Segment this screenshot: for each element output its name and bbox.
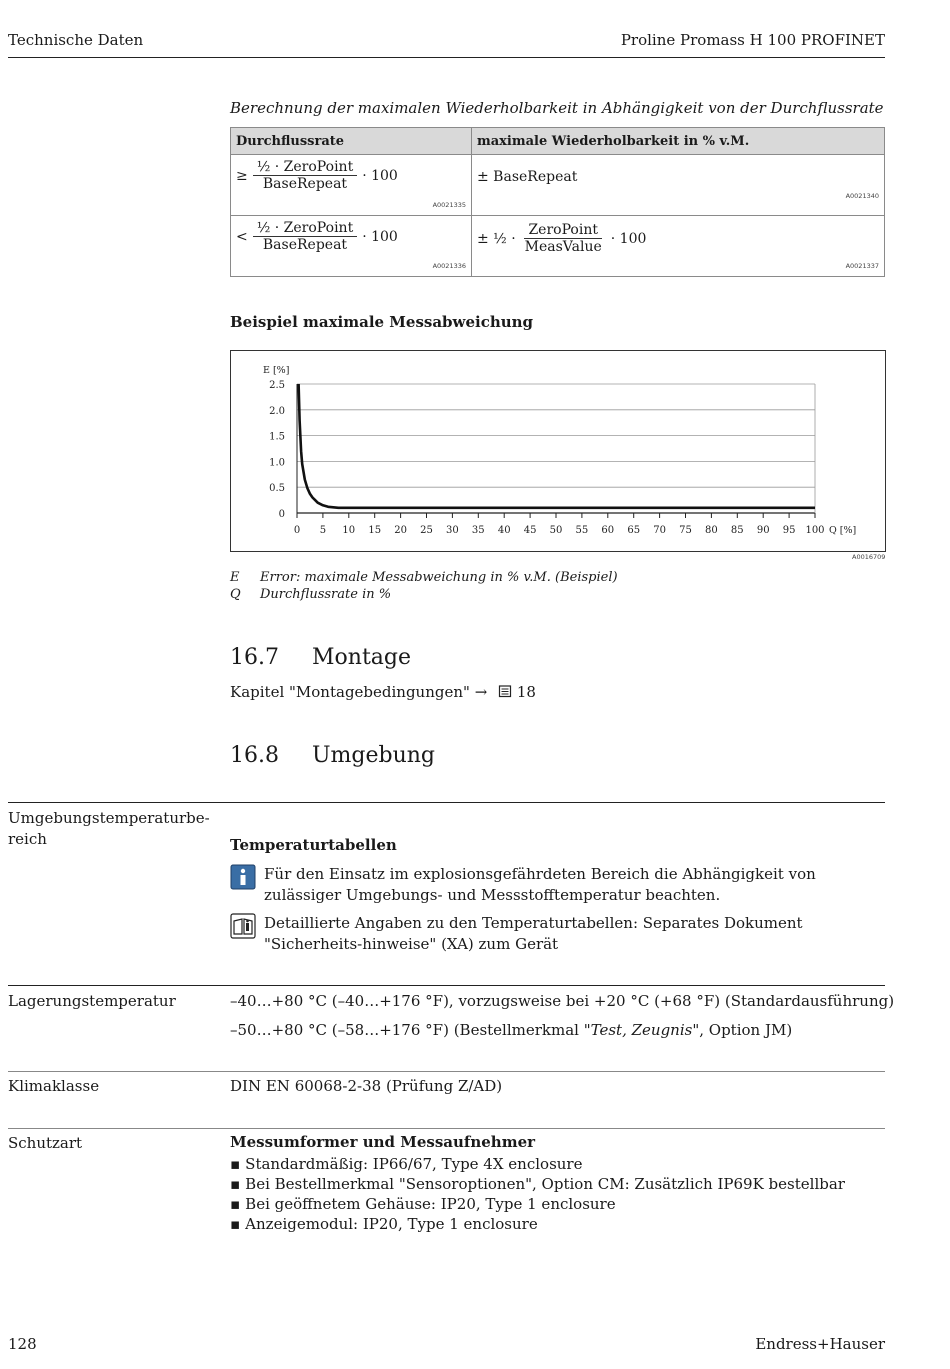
x-tick-label: 100 bbox=[805, 525, 825, 536]
repeatability-table bbox=[230, 127, 885, 277]
error-curve bbox=[299, 384, 815, 508]
formula-text: ± BaseRepeat bbox=[477, 169, 578, 185]
operator: ≥ bbox=[236, 168, 248, 184]
montage-reference bbox=[230, 682, 536, 703]
example-heading: Beispiel maximale Messabweichung bbox=[230, 313, 534, 331]
storage-text: ", Option JM) bbox=[692, 1021, 793, 1039]
fraction bbox=[521, 222, 606, 256]
graphic-ref: A0021337 bbox=[845, 262, 879, 270]
flow-cell bbox=[231, 216, 472, 277]
column-header-flow: Durchflussrate bbox=[231, 128, 472, 155]
x-tick-label: 65 bbox=[627, 525, 641, 536]
column-header-repeatability: maximale Wiederholbarkeit in % v.M. bbox=[472, 128, 885, 155]
storage-line-2 bbox=[230, 1020, 792, 1041]
info-note bbox=[230, 864, 885, 906]
repeatability-cell bbox=[472, 155, 885, 216]
legend-item bbox=[230, 570, 618, 585]
running-header-left: Technische Daten bbox=[8, 31, 144, 49]
x-tick-label: 80 bbox=[705, 525, 718, 536]
y-axis-label: E [%] bbox=[263, 365, 290, 376]
graphic-ref: A0021335 bbox=[432, 201, 466, 209]
y-tick-label: 1.5 bbox=[269, 431, 285, 443]
y-tick-label: 2.5 bbox=[269, 380, 285, 391]
formula bbox=[477, 169, 577, 185]
page-ref-link[interactable] bbox=[498, 683, 536, 701]
storage-text: –50…+80 °C (–58…+176 °F) (Bestellmerkmal " bbox=[230, 1021, 591, 1039]
x-tick-label: 50 bbox=[549, 525, 563, 536]
y-tick-label: 1.0 bbox=[269, 457, 285, 469]
section-title: Montage bbox=[312, 645, 411, 670]
document-note bbox=[230, 913, 885, 955]
page-number-ref: 18 bbox=[516, 683, 536, 701]
x-tick-label: 95 bbox=[782, 525, 796, 536]
multiplier: · 100 bbox=[362, 168, 398, 184]
fraction bbox=[253, 159, 357, 193]
protection-heading: Messumformer und Messaufnehmer bbox=[230, 1133, 536, 1151]
legend-symbol: E bbox=[230, 570, 240, 585]
x-tick-label: 60 bbox=[601, 525, 615, 536]
list-item: ▪ Standardmäßig: IP66/67, Type 4X enclosure bbox=[230, 1154, 845, 1174]
x-tick-label: 0 bbox=[293, 525, 301, 536]
x-tick-label: 5 bbox=[319, 525, 327, 536]
multiplier: · 100 bbox=[610, 231, 647, 247]
denominator: MeasValue bbox=[524, 239, 602, 255]
book-icon bbox=[230, 913, 256, 939]
repeatability-cell bbox=[472, 216, 885, 277]
legend-symbol: Q bbox=[230, 587, 241, 602]
x-tick-label: 30 bbox=[446, 525, 459, 536]
x-tick-label: 55 bbox=[575, 525, 589, 536]
x-tick-label: 35 bbox=[471, 525, 485, 536]
section-title: Umgebung bbox=[312, 743, 436, 768]
note-text: Für den Einsatz im explosionsgefährdeten Bereich die Abhängigkeit von zulässiger Umgebungs- und Messstofftemperatur beachten. bbox=[264, 865, 816, 904]
error-chart bbox=[231, 351, 885, 551]
order-feature-name: Test, Zeugnis bbox=[590, 1021, 693, 1039]
operator: < bbox=[236, 229, 248, 245]
list-item: ▪ Bei geöffnetem Gehäuse: IP20, Type 1 enclosure bbox=[230, 1194, 845, 1214]
note-text: Detaillierte Angaben zu den Temperaturtabellen: Separates Dokument "Sicherheits-hinweise" (XA) zum Gerät bbox=[264, 914, 803, 953]
flow-cell bbox=[231, 155, 472, 216]
list-item: ▪ Bei Bestellmerkmal "Sensoroptionen", Option CM: Zusätzlich IP69K bestellbar bbox=[230, 1174, 845, 1194]
numerator: ZeroPoint bbox=[524, 222, 602, 239]
x-tick-label: 90 bbox=[756, 525, 770, 536]
header-rule bbox=[8, 57, 885, 58]
info-icon bbox=[230, 864, 256, 890]
x-tick-label: 75 bbox=[679, 525, 692, 536]
section-rule bbox=[8, 802, 885, 803]
x-tick-label: 25 bbox=[420, 525, 433, 536]
x-tick-label: 20 bbox=[394, 525, 407, 536]
row-label: Lagerungstemperatur bbox=[8, 992, 176, 1010]
fraction bbox=[253, 220, 357, 254]
protection-list bbox=[230, 1154, 845, 1234]
x-axis-label: Q [%] bbox=[829, 525, 857, 536]
x-tick-label: 85 bbox=[730, 525, 744, 536]
denominator: BaseRepeat bbox=[262, 237, 348, 253]
multiplier: · 100 bbox=[362, 229, 398, 245]
y-tick-label: 0 bbox=[278, 509, 285, 520]
legend-text: Durchflussrate in % bbox=[260, 587, 392, 602]
x-tick-label: 10 bbox=[342, 525, 356, 536]
graphic-ref: A0021336 bbox=[432, 262, 466, 270]
formula bbox=[236, 159, 398, 193]
row-divider bbox=[8, 1128, 885, 1129]
denominator: BaseRepeat bbox=[262, 176, 348, 192]
row-label: Klimaklasse bbox=[8, 1077, 100, 1095]
table-row bbox=[231, 155, 885, 216]
section-number: 16.8 bbox=[230, 743, 279, 768]
graphic-ref: A0016709 bbox=[852, 553, 886, 561]
page-number: 128 bbox=[8, 1335, 37, 1353]
legend-text: Error: maximale Messabweichung in % v.M. (Beispiel) bbox=[260, 570, 618, 585]
formula bbox=[477, 222, 646, 256]
reference-text: Kapitel "Montagebedingungen" → bbox=[230, 683, 488, 701]
storage-line-1: –40…+80 °C (–40…+176 °F), vorzugsweise bei +20 °C (+68 °F) (Standardausführung) bbox=[230, 992, 895, 1010]
numerator: ½ · ZeroPoint bbox=[253, 159, 357, 176]
legend-item bbox=[230, 587, 391, 602]
list-item: ▪ Anzeigemodul: IP20, Type 1 enclosure bbox=[230, 1214, 845, 1234]
section-rule bbox=[8, 985, 885, 986]
x-tick-label: 45 bbox=[523, 525, 537, 536]
y-tick-label: 0.5 bbox=[269, 483, 285, 495]
numerator: ½ · ZeroPoint bbox=[253, 220, 357, 237]
row-divider bbox=[8, 1071, 885, 1072]
x-tick-label: 40 bbox=[497, 525, 511, 536]
graphic-ref: A0021340 bbox=[845, 192, 879, 200]
section-number: 16.7 bbox=[230, 645, 279, 670]
row-label: Umgebungstemperaturbe- reich bbox=[8, 809, 210, 848]
formula-text: ± ½ · bbox=[477, 231, 516, 247]
y-tick-label: 2.0 bbox=[269, 405, 285, 417]
x-tick-label: 70 bbox=[653, 525, 666, 536]
footer-brand: Endress+Hauser bbox=[755, 1335, 885, 1353]
table-caption: Berechnung der maximalen Wiederholbarkeit in Abhängigkeit von der Durchflussrate bbox=[230, 99, 884, 117]
table-row bbox=[231, 216, 885, 277]
temp-tables-heading: Temperaturtabellen bbox=[230, 836, 397, 854]
x-tick-label: 15 bbox=[368, 525, 382, 536]
formula bbox=[236, 220, 398, 254]
running-header-right: Proline Promass H 100 PROFINET bbox=[620, 31, 885, 49]
row-label: Schutzart bbox=[8, 1134, 83, 1152]
chart-frame bbox=[230, 350, 886, 552]
page-icon bbox=[498, 684, 512, 698]
climate-value: DIN EN 60068-2-38 (Prüfung Z/AD) bbox=[230, 1077, 503, 1095]
